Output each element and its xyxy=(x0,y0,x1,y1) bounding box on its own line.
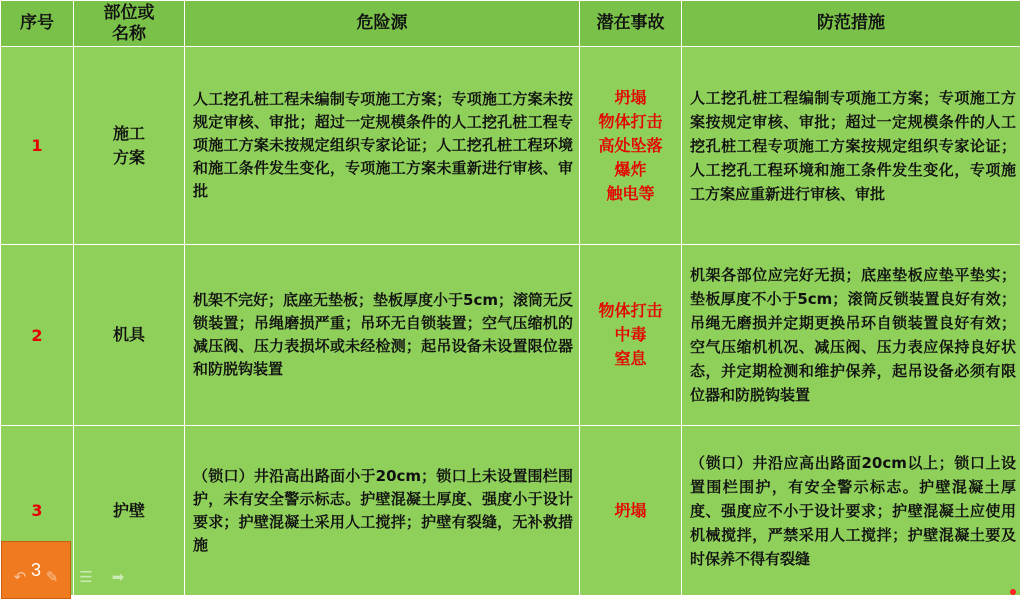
row-accident xyxy=(580,426,682,596)
row-part-line: 方案 xyxy=(112,147,145,167)
accident-item: 坍塌 xyxy=(614,500,647,520)
row-measures: 机架各部位应完好无损；底座垫板应垫平垫实；垫板厚度不小于5cm；滚筒反锁装置良好有效；吊绳无磨损并定期更换吊环自锁装置良好有效；空气压缩机机况、减压阀、压力表应保持良好状态，并定期检测和维护保养，起吊设备必须有限位器和防脱钩装置 xyxy=(682,245,1020,426)
accident-item: 物体打击 xyxy=(598,111,663,131)
row-measures: 人工挖孔桩工程编制专项施工方案；专项施工方案按规定审核、审批；超过一定规模条件的人工挖孔桩工程专项施工方案按规定组织专家论证；人工挖孔工程环境和施工条件发生变化，专项施工方案应重新进行审核、审批 xyxy=(682,47,1020,245)
row-part xyxy=(74,47,185,245)
pen-icon[interactable]: ✎ xyxy=(45,568,59,586)
accident-item: 坍塌 xyxy=(614,87,647,107)
header-row xyxy=(1,1,1020,47)
table-row xyxy=(1,245,1020,426)
back-arrow-icon[interactable]: ↶ xyxy=(13,568,27,586)
row-hazard: 人工挖孔桩工程未编制专项施工方案；专项施工方案未按规定审核、审批；超过一定规模条件的人工挖孔桩工程专项施工方案未按规定组织专家论证；人工挖孔桩工程环境和施工条件发生变化，专项施工方案未重新进行审核、审批 xyxy=(185,47,580,245)
table-row xyxy=(1,47,1020,245)
row-index: 3 xyxy=(1,426,74,596)
accident-item: 高处坠落 xyxy=(598,135,663,155)
row-accident xyxy=(580,245,682,426)
header-part-line: 部位或 xyxy=(103,2,155,23)
header-hazard: 危险源 xyxy=(185,1,580,47)
accident-item: 中毒 xyxy=(614,325,647,344)
header-measures: 防范措施 xyxy=(682,1,1020,47)
row-part-line: 护壁 xyxy=(112,500,145,520)
row-index: 1 xyxy=(1,47,74,245)
row-index: 2 xyxy=(1,245,74,426)
accident-item: 爆炸 xyxy=(614,159,647,179)
row-part-line: 机具 xyxy=(112,325,145,344)
row-part-line: 施工 xyxy=(112,123,145,143)
accident-item: 窒息 xyxy=(614,349,647,368)
table-row xyxy=(1,426,1020,596)
header-part xyxy=(74,1,185,47)
row-accident xyxy=(580,47,682,245)
header-accident: 潜在事故 xyxy=(580,1,682,47)
accident-item: 触电等 xyxy=(606,183,655,203)
row-measures: （锁口）井沿应高出路面20cm以上；锁口上设置围栏围护，有安全警示标志。护壁混凝土厚度、强度应不小于设计要求；护壁混凝土应使用机械搅拌，严禁采用人工搅拌；护壁混凝土要及时保养不得有裂缝 xyxy=(682,426,1020,596)
red-dot-marker xyxy=(1010,589,1016,595)
slide-number-badge[interactable]: 3 xyxy=(1,541,71,599)
menu-icon[interactable]: ☰ xyxy=(79,568,93,586)
row-hazard: （锁口）井沿高出路面小于20cm；锁口上未设置围栏围护，未有安全警示标志。护壁混凝土厚度、强度小于设计要求；护壁混凝土采用人工搅拌；护壁有裂缝，无补救措施 xyxy=(185,426,580,596)
accident-item: 物体打击 xyxy=(598,301,663,320)
header-part-line: 名称 xyxy=(112,23,146,44)
row-part xyxy=(74,245,185,426)
forward-arrow-icon[interactable]: ➡ xyxy=(111,568,125,586)
header-index: 序号 xyxy=(1,1,74,47)
row-hazard: 机架不完好；底座无垫板；垫板厚度小于5cm；滚筒无反锁装置；吊绳磨损严重；吊环无自锁装置；空气压缩机的减压阀、压力表损坏或未经检测；起吊设备未设置限位器和防脱钩装置 xyxy=(185,245,580,426)
